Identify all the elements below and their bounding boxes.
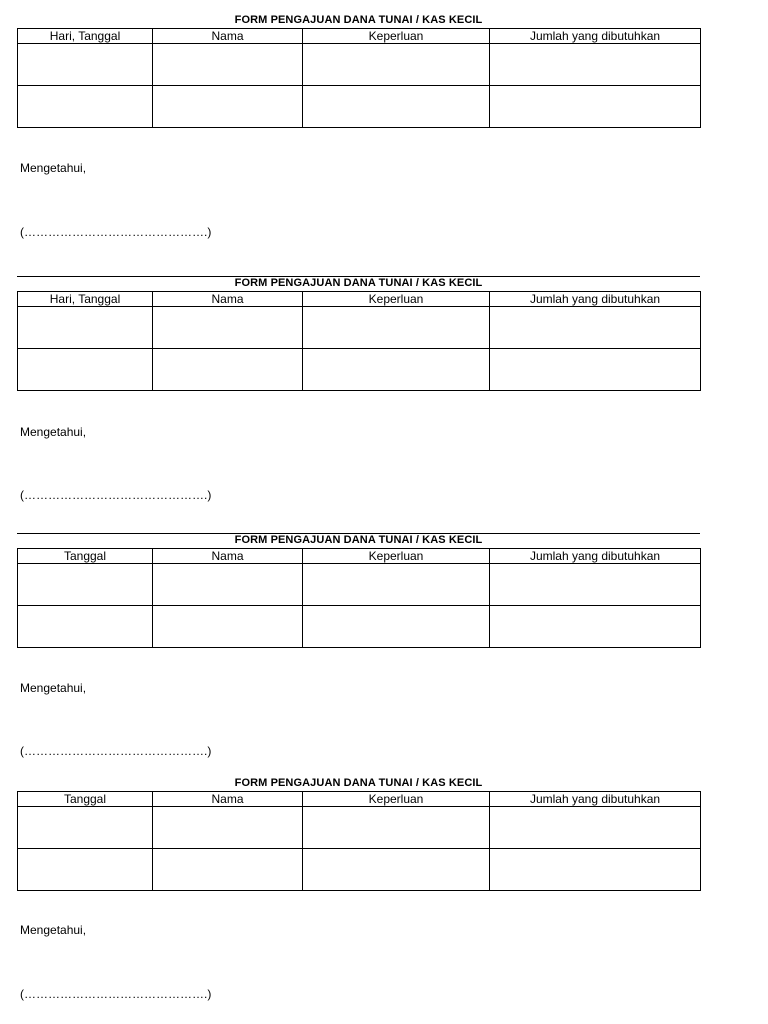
table-cell[interactable] [303,564,490,606]
table-cell[interactable] [490,307,701,349]
table-cell[interactable] [153,349,303,391]
table-cell[interactable] [490,606,701,648]
column-header-purpose: Keperluan [303,792,490,807]
table-row [18,307,701,349]
table-header-row [18,792,701,807]
table-row [18,807,701,849]
column-header-name: Nama [153,292,303,307]
column-header-date: Hari, Tanggal [18,292,153,307]
table-cell[interactable] [490,807,701,849]
table-cell[interactable] [303,349,490,391]
table-cell[interactable] [153,44,303,86]
table-cell[interactable] [153,807,303,849]
column-header-name: Nama [153,549,303,564]
table-cell[interactable] [490,849,701,891]
column-header-name: Nama [153,29,303,44]
column-header-purpose: Keperluan [303,292,490,307]
table-cell[interactable] [303,307,490,349]
column-header-name: Nama [153,792,303,807]
signature-line: (……………………………………….) [20,488,212,502]
table-cell[interactable] [303,86,490,128]
table-cell[interactable] [18,349,153,391]
table-cell[interactable] [153,307,303,349]
table-row [18,849,701,891]
table-cell[interactable] [18,307,153,349]
signature-line: (……………………………………….) [20,987,212,1001]
form-title: FORM PENGAJUAN DANA TUNAI / KAS KECIL [234,534,483,546]
acknowledged-label: Mengetahui, [20,681,87,695]
table-row [18,564,701,606]
acknowledged-label: Mengetahui, [20,425,87,439]
table-cell[interactable] [18,86,153,128]
table-cell[interactable] [153,564,303,606]
table-cell[interactable] [18,807,153,849]
acknowledged-label: Mengetahui, [20,923,87,937]
request-table [17,791,701,891]
table-cell[interactable] [303,849,490,891]
table-cell[interactable] [490,44,701,86]
request-table [17,28,701,128]
column-header-purpose: Keperluan [303,29,490,44]
form-title: FORM PENGAJUAN DANA TUNAI / KAS KECIL [234,277,483,289]
signature-line: (……………………………………….) [20,744,212,758]
table-cell[interactable] [303,44,490,86]
table-cell[interactable] [490,86,701,128]
form-title: FORM PENGAJUAN DANA TUNAI / KAS KECIL [234,14,483,26]
form-title: FORM PENGAJUAN DANA TUNAI / KAS KECIL [234,777,483,789]
table-cell[interactable] [18,44,153,86]
request-table [17,291,701,391]
table-cell[interactable] [18,849,153,891]
table-cell[interactable] [18,606,153,648]
table-cell[interactable] [303,807,490,849]
table-row [18,86,701,128]
request-table [17,548,701,648]
table-row [18,349,701,391]
table-cell[interactable] [490,349,701,391]
column-header-date: Tanggal [18,792,153,807]
acknowledged-label: Mengetahui, [20,161,87,175]
table-cell[interactable] [303,606,490,648]
column-header-purpose: Keperluan [303,549,490,564]
column-header-date: Tanggal [18,549,153,564]
table-cell[interactable] [153,606,303,648]
table-row [18,606,701,648]
column-header-amount: Jumlah yang dibutuhkan [490,549,701,564]
table-cell[interactable] [490,564,701,606]
table-header-row [18,292,701,307]
column-header-amount: Jumlah yang dibutuhkan [490,792,701,807]
table-cell[interactable] [153,86,303,128]
table-cell[interactable] [153,849,303,891]
table-header-row [18,549,701,564]
column-header-date: Hari, Tanggal [18,29,153,44]
column-header-amount: Jumlah yang dibutuhkan [490,29,701,44]
table-header-row [18,29,701,44]
signature-line: (……………………………………….) [20,225,212,239]
table-row [18,44,701,86]
table-cell[interactable] [18,564,153,606]
column-header-amount: Jumlah yang dibutuhkan [490,292,701,307]
